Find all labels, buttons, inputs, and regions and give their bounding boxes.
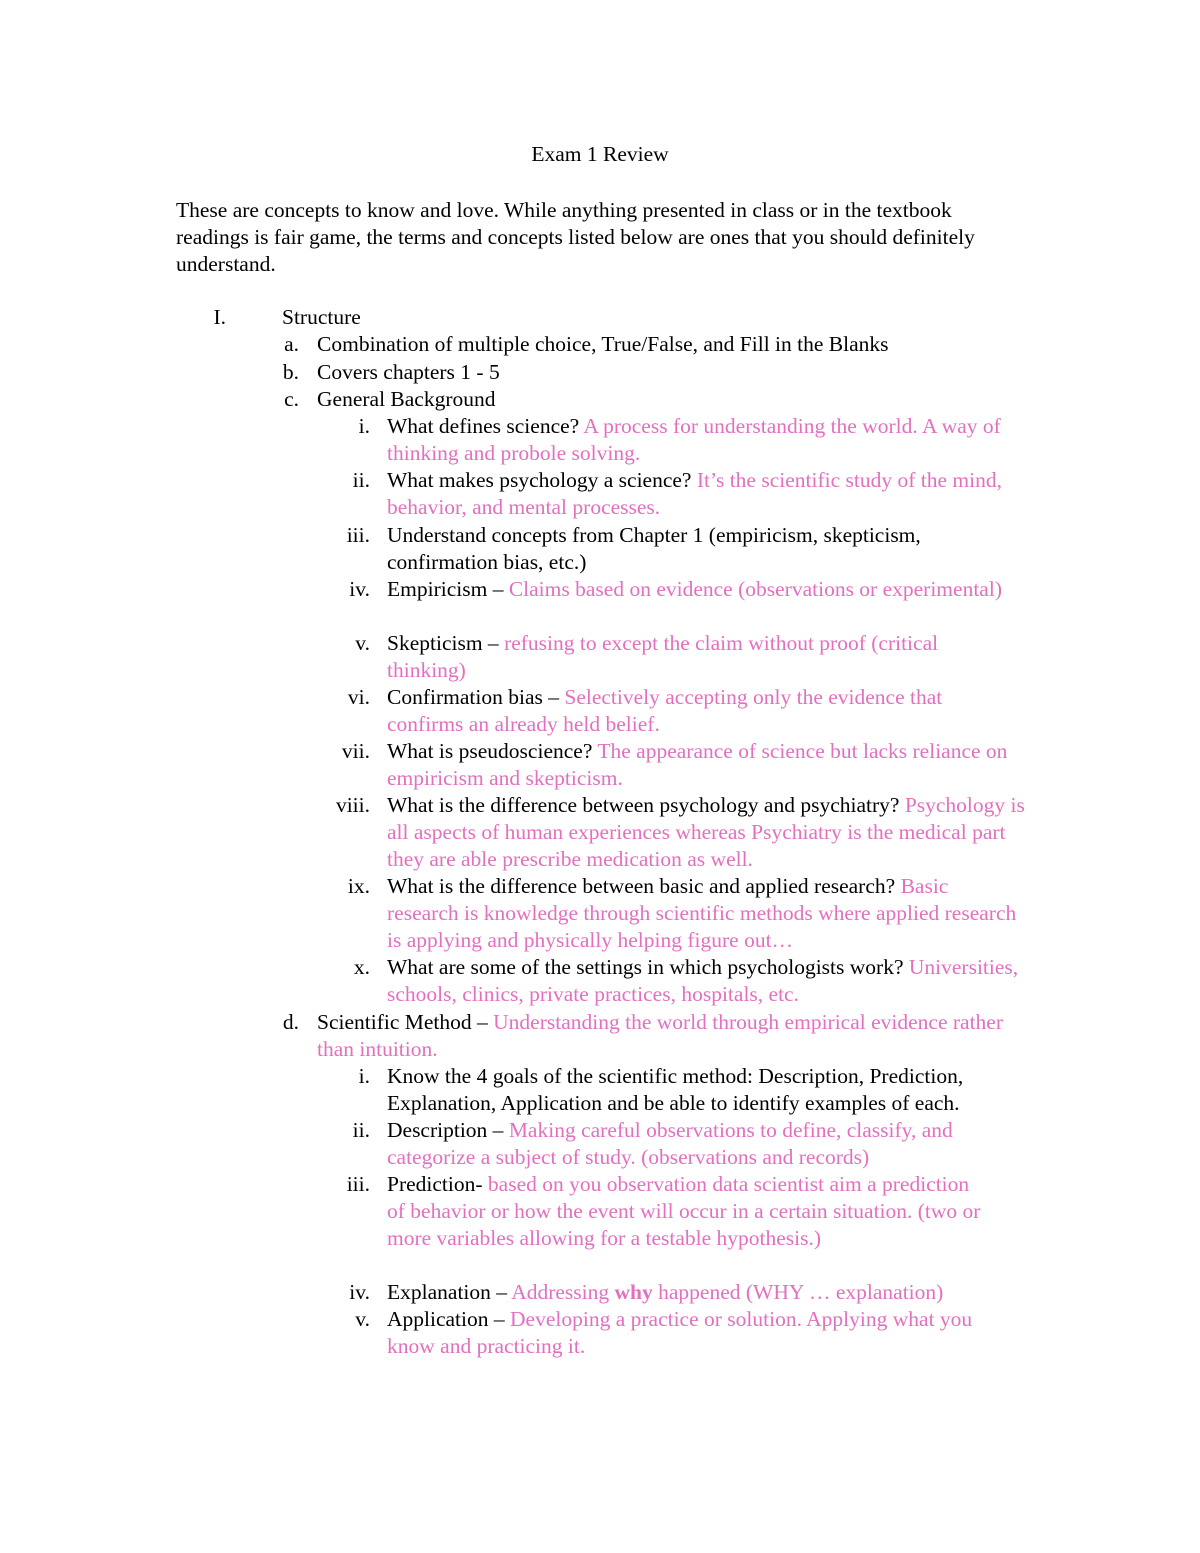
subitem-label: v. xyxy=(355,1307,370,1331)
list-item: What defines science? A process for understanding the world. A way of thinking and probole solving. xyxy=(387,414,1001,466)
list-item: Understand concepts from Chapter 1 (empiricism, skepticism, confirmation bias, etc.) xyxy=(387,523,921,575)
list-item: Description – Making careful observations to define, classify, and categorize a subject of study. (observations and records) xyxy=(387,1118,953,1170)
item-label: d. xyxy=(282,1010,299,1034)
list-item: Empiricism – Claims based on evidence (observations or experimental) xyxy=(387,577,1002,601)
subitem-label: v. xyxy=(355,631,370,655)
list-item: Confirmation bias – Selectively accepting only the evidence that confirms an already held belief. xyxy=(387,685,943,737)
item-label: b. xyxy=(282,360,299,384)
list-item: What is pseudoscience? The appearance of science but lacks reliance on empiricism and skepticism. xyxy=(387,739,1008,791)
subitem-label: iii. xyxy=(346,523,370,547)
section-heading: Structure xyxy=(282,305,361,329)
intro-paragraph: These are concepts to know and love. While anything presented in class or in the textbook readings is fair game, the terms and concepts listed below are ones that you should definitely understand. xyxy=(176,198,975,276)
item-label: c. xyxy=(284,387,299,411)
subitem-label: viii. xyxy=(335,793,370,817)
section-numeral: I. xyxy=(213,305,226,329)
subitem-label: ii. xyxy=(352,468,370,492)
subitem-label: iv. xyxy=(349,1280,370,1304)
list-item: General Background xyxy=(317,387,496,411)
list-item: Prediction- based on you observation data scientist aim a prediction of behavior or how the event will occur in a certain situation. (two or more variables allowing for a testable hypothesis.) xyxy=(387,1172,981,1251)
list-item: Skepticism – refusing to except the claim without proof (critical thinking) xyxy=(387,631,939,683)
subitem-label: iii. xyxy=(346,1172,370,1196)
subitem-label: vii. xyxy=(341,739,370,763)
subitem-label: x. xyxy=(353,955,370,979)
subitem-label: ii. xyxy=(352,1118,370,1142)
list-item: What is the difference between basic and applied research? Basic research is knowledge through scientific methods where applied research is applying and physically helping figure out… xyxy=(387,874,1017,953)
subitem-label: i. xyxy=(358,1064,370,1088)
list-item: What is the difference between psychology and psychiatry? Psychology is all aspects of human experiences whereas Psychiatry is the medical part they are able prescribe medication as well. xyxy=(387,793,1025,872)
list-item: Combination of multiple choice, True/False, and Fill in the Blanks xyxy=(317,332,889,356)
page-title: Exam 1 Review xyxy=(531,142,669,166)
list-item: Explanation – Addressing why happened (WHY … explanation) xyxy=(387,1280,944,1304)
list-item: Know the 4 goals of the scientific method: Description, Prediction, Explanation, Application and be able to identify examples of each. xyxy=(387,1064,964,1116)
subitem-label: ix. xyxy=(347,874,370,898)
list-item: Scientific Method – Understanding the world through empirical evidence rather than intuition. xyxy=(317,1010,1004,1062)
subitem-label: vi. xyxy=(347,685,370,709)
subitem-label: iv. xyxy=(349,577,370,601)
list-item: What are some of the settings in which psychologists work? Universities, schools, clinics, private practices, hospitals, etc. xyxy=(387,955,1019,1007)
subitem-label: i. xyxy=(358,414,370,438)
list-item: What makes psychology a science? It’s the scientific study of the mind, behavior, and mental processes. xyxy=(387,468,1002,520)
item-label: a. xyxy=(284,332,299,356)
list-item: Covers chapters 1 - 5 xyxy=(317,360,500,384)
list-item: Application – Developing a practice or solution. Applying what you know and practicing it. xyxy=(387,1307,973,1359)
